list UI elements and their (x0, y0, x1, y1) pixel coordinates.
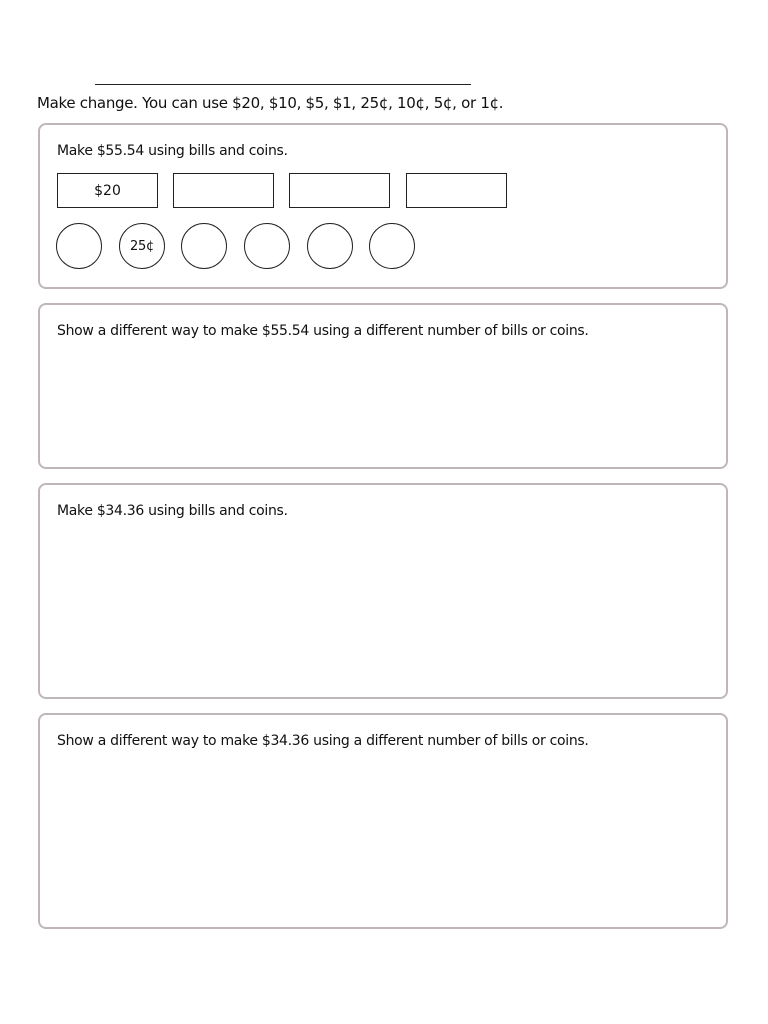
bill-box-3[interactable] (289, 173, 390, 208)
instructions: Make change. You can use $20, $10, $5, $1, 25¢, 10¢, 5¢, or 1¢. (37, 94, 504, 112)
question-2-prompt: Show a different way to make $55.54 using a different number of bills or coins. (57, 323, 589, 339)
coin-circle-3[interactable] (181, 223, 227, 269)
question-3-prompt: Make $34.36 using bills and coins. (57, 503, 288, 519)
coin-circle-6[interactable] (369, 223, 415, 269)
question-4-prompt: Show a different way to make $34.36 using a different number of bills or coins. (57, 733, 589, 749)
bill-box-4[interactable] (406, 173, 507, 208)
coin-circle-2[interactable]: 25¢ (119, 223, 165, 269)
question-1-prompt: Make $55.54 using bills and coins. (57, 143, 288, 159)
coin-circle-5[interactable] (307, 223, 353, 269)
question-panel-4[interactable] (38, 713, 728, 929)
question-panel-3[interactable] (38, 483, 728, 699)
coin-circle-1[interactable] (56, 223, 102, 269)
bill-box-2[interactable] (173, 173, 274, 208)
coin-circle-4[interactable] (244, 223, 290, 269)
bill-box-1[interactable]: $20 (57, 173, 158, 208)
name-line[interactable] (95, 84, 471, 85)
question-panel-1 (38, 123, 728, 289)
question-panel-2[interactable] (38, 303, 728, 469)
